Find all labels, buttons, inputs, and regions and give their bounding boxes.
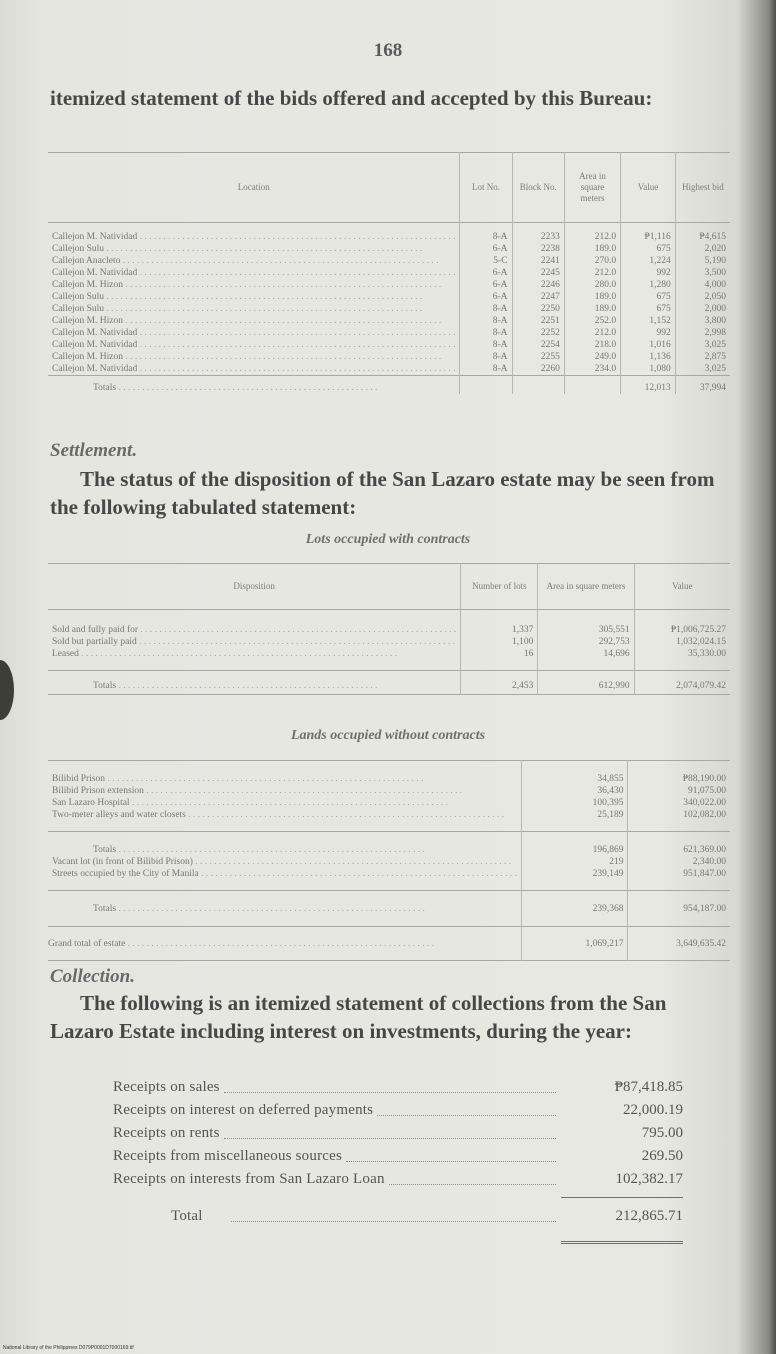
nc-value: 340,022.00 xyxy=(628,797,730,809)
bid-location: Callejon M. Hizon . . . . . . . . . . . . . . . . . . . . . . . . . . . . . . . . . . . . . . . . . . . . . . . . . . . . . . . . . . . . . . . . . . . xyxy=(52,352,442,362)
contract-area: 14,696 xyxy=(538,648,634,671)
bids-table-row xyxy=(48,339,730,351)
bids-totals-value: 12,013 xyxy=(621,376,676,395)
receipt-row xyxy=(113,1168,683,1191)
bid-highest: 3,025 xyxy=(675,363,730,376)
receipt-row xyxy=(113,1099,683,1122)
bid-location-label: Callejon Sulu xyxy=(52,292,104,302)
nc-table-row xyxy=(48,761,730,786)
bid-lot-no: 6-A xyxy=(460,243,512,255)
nc-label-label: Vacant lot (in front of Bilibid Prison) xyxy=(52,857,193,867)
grand-total-row: Grand total of estate . . . . . . . . . . . . . . . . . . . . . . . . . . . . . . . . . . . . . . . . . . . . . . . . . . . . . . . . . . . . . . . . . 1,069,217 3,649,635.42 xyxy=(48,927,730,961)
receipt-row xyxy=(113,1076,683,1099)
bid-area: 270.0 xyxy=(564,255,620,267)
bid-highest: 5,190 xyxy=(675,255,730,267)
bids-totals-row: Totals . . . . . . . . . . . . . . . . . . . . . . . . . . . . . . . . . . . . . . . . . . . . . . . . . . . . . . . 12,013 37,994 xyxy=(48,376,730,395)
bid-value: 675 xyxy=(621,303,676,315)
bid-lot-no: 8-A xyxy=(460,327,512,339)
receipt-leader xyxy=(346,1161,556,1162)
bid-location: Callejon M. Hizon . . . . . . . . . . . . . . . . . . . . . . . . . . . . . . . . . . . . . . . . . . . . . . . . . . . . . . . . . . . . . . . . . . . xyxy=(52,280,442,290)
receipt-value: 22,000.19 xyxy=(623,1102,683,1118)
bid-area: 212.0 xyxy=(564,223,620,244)
contract-disposition: Leased . . . . . . . . . . . . . . . . . . . . . . . . . . . . . . . . . . . . . . . . . . . . . . . . . . . . . . . . . . . . . . . . . . . xyxy=(52,649,398,659)
receipts-list xyxy=(113,1076,683,1191)
bids-table-row xyxy=(48,315,730,327)
settlement-paragraph xyxy=(50,465,730,521)
bid-location-label: Callejon M. Natividad xyxy=(52,340,138,350)
bid-value: 992 xyxy=(621,327,676,339)
total-double-rule xyxy=(561,1241,683,1244)
grand-total-area: 1,069,217 xyxy=(521,927,628,961)
bid-block-no: 2246 xyxy=(512,279,564,291)
nc-table-row xyxy=(48,785,730,797)
header-location: Location xyxy=(237,182,270,192)
bid-value: 1,136 xyxy=(621,351,676,363)
bid-lot-no: 8-A xyxy=(460,315,512,327)
bid-value: 675 xyxy=(621,291,676,303)
bids-table-row xyxy=(48,223,730,244)
nc-value: ₱88,190.00 xyxy=(628,761,730,786)
bid-location: Callejon M. Natividad . . . . . . . . . . . . . . . . . . . . . . . . . . . . . . . . . . . . . . . . . . . . . . . . . . . . . . . . . . . . . . . . . . . xyxy=(52,340,456,350)
bid-highest: ₱4,615 xyxy=(675,223,730,244)
nc-label-label: Two-meter alleys and water closets xyxy=(52,810,186,820)
bid-location: Callejon Anacleto . . . . . . . . . . . . . . . . . . . . . . . . . . . . . . . . . . . . . . . . . . . . . . . . . . . . . . . . . . . . . . . . . . . xyxy=(52,256,439,266)
bid-block-no: 2260 xyxy=(512,363,564,376)
bid-area: 212.0 xyxy=(564,327,620,339)
header-lot-no: Lot No. xyxy=(460,153,512,223)
header-highest-bid: Highest bid xyxy=(675,153,730,223)
nc-area: 239,149 xyxy=(521,868,628,891)
nc-value: 951,847.00 xyxy=(628,868,730,891)
contracts-table-row xyxy=(48,648,730,671)
bids-table-row xyxy=(48,363,730,376)
receipts-total-row xyxy=(113,1205,683,1228)
receipt-label: Receipts from miscellaneous sources xyxy=(113,1148,343,1164)
bid-lot-no: 6-A xyxy=(460,291,512,303)
contracts-table xyxy=(48,563,730,695)
bid-lot-no: 8-A xyxy=(460,223,512,244)
nc-label: Bilibid Prison . . . . . . . . . . . . . . . . . . . . . . . . . . . . . . . . . . . . . . . . . . . . . . . . . . . . . . . . . . . . . . . . . . . xyxy=(52,774,424,784)
bid-area: 189.0 xyxy=(564,303,620,315)
bid-location-label: Callejon M. Natividad xyxy=(52,268,138,278)
contract-value: ₱1,006,725.27 xyxy=(634,610,730,637)
contract-lots: 16 xyxy=(461,648,538,671)
bids-table-row xyxy=(48,291,730,303)
receipts-total xyxy=(113,1205,683,1228)
bid-highest: 2,050 xyxy=(675,291,730,303)
bid-location-label: Callejon Sulu xyxy=(52,304,104,314)
contracts-title: Lots occupied with contracts xyxy=(305,532,471,547)
header-value: Value xyxy=(621,153,676,223)
bid-lot-no: 8-A xyxy=(460,339,512,351)
bid-block-no: 2238 xyxy=(512,243,564,255)
bid-area: 234.0 xyxy=(564,363,620,376)
bid-location: Callejon M. Natividad . . . . . . . . . . . . . . . . . . . . . . . . . . . . . . . . . . . . . . . . . . . . . . . . . . . . . . . . . . . . . . . . . . . xyxy=(52,268,456,278)
bid-highest: 3,800 xyxy=(675,315,730,327)
bid-area: 252.0 xyxy=(564,315,620,327)
bids-totals-label: Totals xyxy=(93,383,117,393)
bid-block-no: 2252 xyxy=(512,327,564,339)
bid-location: Callejon Sulu . . . . . . . . . . . . . . . . . . . . . . . . . . . . . . . . . . . . . . . . . . . . . . . . . . . . . . . . . . . . . . . . . . . xyxy=(52,304,423,314)
bid-area: 280.0 xyxy=(564,279,620,291)
receipt-value: 269.50 xyxy=(641,1148,683,1164)
bids-table xyxy=(48,152,730,394)
nc-label-label: Bilibid Prison xyxy=(52,774,106,784)
receipt-label: Receipts on interests from San Lazaro Loan xyxy=(113,1171,385,1187)
header-number-of-lots: Number of lots xyxy=(461,564,538,610)
nc-area: 100,395 xyxy=(521,797,628,809)
nc-label: San Lazaro Hospital . . . . . . . . . . . . . . . . . . . . . . . . . . . . . . . . . . . . . . . . . . . . . . . . . . . . . . . . . . . . . . . . . . . xyxy=(52,798,448,808)
contract-lots: 1,100 xyxy=(461,636,538,648)
contracts-table-row xyxy=(48,610,730,637)
total-label: Total xyxy=(171,1208,203,1224)
contract-disposition: Sold but partially paid . . . . . . . . . . . . . . . . . . . . . . . . . . . . . . . . . . . . . . . . . . . . . . . . . . . . . . . . . . . . . . . . . . . xyxy=(52,637,455,647)
contract-lots: 1,337 xyxy=(461,610,538,637)
total-value: 212,865.71 xyxy=(615,1208,683,1224)
bid-block-no: 2251 xyxy=(512,315,564,327)
bid-lot-no: 6-A xyxy=(460,267,512,279)
bid-lot-no: 5-C xyxy=(460,255,512,267)
no-contracts-title: Lands occupied without contracts xyxy=(290,728,486,743)
bid-highest: 4,000 xyxy=(675,279,730,291)
contract-disposition-label: Leased xyxy=(52,649,79,659)
nc-label: Two-meter alleys and water closets . . . . . . . . . . . . . . . . . . . . . . . . . . . . . . . . . . . . . . . . . . . . . . . . . . . . . . . . . . . . . . . . . . . xyxy=(52,810,505,820)
bid-location: Callejon Sulu . . . . . . . . . . . . . . . . . . . . . . . . . . . . . . . . . . . . . . . . . . . . . . . . . . . . . . . . . . . . . . . . . . . xyxy=(52,244,423,254)
bid-location-label: Callejon Sulu xyxy=(52,244,104,254)
bids-totals-highest: 37,994 xyxy=(675,376,730,395)
nc-totals-row: Totals . . . . . . . . . . . . . . . . . . . . . . . . . . . . . . . . . . . . . . . . . . . . . . . . . . . . . . . . . . . . . . . . . 239,368 954,187.00 xyxy=(48,891,730,927)
receipt-leader xyxy=(224,1138,556,1139)
settlement-text: The status of the disposition of the San Lazaro estate may be seen from the following tabulated statement: xyxy=(50,467,715,519)
bid-block-no: 2233 xyxy=(512,223,564,244)
contract-value: 35,330.00 xyxy=(634,648,730,671)
contracts-totals-area: 612,990 xyxy=(538,671,634,695)
bid-value: 992 xyxy=(621,267,676,279)
contract-value: 1,032,024.15 xyxy=(634,636,730,648)
bid-lot-no: 6-A xyxy=(460,279,512,291)
receipt-row xyxy=(113,1145,683,1168)
page-number: 168 xyxy=(373,40,403,61)
receipt-value: ₱87,418.85 xyxy=(614,1079,683,1095)
nc-subtotal-area: 196,869 xyxy=(521,832,628,857)
nc-table-row xyxy=(48,868,730,891)
bid-location-label: Callejon M. Natividad xyxy=(52,328,138,338)
bid-location: Callejon M. Natividad . . . . . . . . . . . . . . . . . . . . . . . . . . . . . . . . . . . . . . . . . . . . . . . . . . . . . . . . . . . . . . . . . . . xyxy=(52,232,456,242)
nc-value: 102,082.00 xyxy=(628,809,730,832)
nc-subtotal-row: Totals . . . . . . . . . . . . . . . . . . . . . . . . . . . . . . . . . . . . . . . . . . . . . . . . . . . . . . . . . . . . . . . . . 196,869 621,369.00 xyxy=(48,832,730,857)
bid-area: 189.0 xyxy=(564,243,620,255)
bid-block-no: 2245 xyxy=(512,267,564,279)
settlement-heading: Settlement. xyxy=(50,440,138,461)
collection-paragraph xyxy=(50,989,730,1045)
bid-highest: 3,500 xyxy=(675,267,730,279)
contracts-totals-row: Totals . . . . . . . . . . . . . . . . . . . . . . . . . . . . . . . . . . . . . . . . . . . . . . . . . . . . . . . 2,453 612,990 2,074,079.42 xyxy=(48,671,730,695)
bid-block-no: 2241 xyxy=(512,255,564,267)
grand-total-label: Grand total of estate xyxy=(48,938,126,949)
nc-area: 219 xyxy=(521,856,628,868)
nc-subtotal-label: Totals xyxy=(93,845,117,855)
contract-area: 305,551 xyxy=(538,610,634,637)
bid-location: Callejon M. Natividad . . . . . . . . . . . . . . . . . . . . . . . . . . . . . . . . . . . . . . . . . . . . . . . . . . . . . . . . . . . . . . . . . . . xyxy=(52,328,456,338)
receipt-leader xyxy=(377,1115,556,1116)
bid-block-no: 2247 xyxy=(512,291,564,303)
receipt-value: 102,382.17 xyxy=(615,1171,683,1187)
grand-total-value: 3,649,635.42 xyxy=(628,927,730,961)
bid-area: 212.0 xyxy=(564,267,620,279)
nc-area: 34,855 xyxy=(521,761,628,786)
bids-table-row xyxy=(48,243,730,255)
contract-disposition: Sold and fully paid for . . . . . . . . . . . . . . . . . . . . . . . . . . . . . . . . . . . . . . . . . . . . . . . . . . . . . . . . . . . . . . . . . . . xyxy=(52,625,457,635)
bid-area: 249.0 xyxy=(564,351,620,363)
bid-area: 189.0 xyxy=(564,291,620,303)
bid-lot-no: 8-A xyxy=(460,363,512,376)
receipt-row xyxy=(113,1122,683,1145)
bid-block-no: 2255 xyxy=(512,351,564,363)
bid-highest: 3,025 xyxy=(675,339,730,351)
nc-subtotal-value: 621,369.00 xyxy=(628,832,730,857)
receipt-leader xyxy=(389,1184,556,1185)
contract-disposition-label: Sold but partially paid xyxy=(52,637,137,647)
bid-location-label: Callejon Anacleto xyxy=(52,256,121,266)
bid-value: 675 xyxy=(621,243,676,255)
nc-value: 91,075.00 xyxy=(628,785,730,797)
bid-location-label: Callejon M. Natividad xyxy=(52,232,138,242)
bid-value: ₱1,116 xyxy=(621,223,676,244)
bid-highest: 2,875 xyxy=(675,351,730,363)
bid-lot-no: 8-A xyxy=(460,351,512,363)
contracts-totals-lots: 2,453 xyxy=(461,671,538,695)
binding-shadow xyxy=(0,660,14,720)
bids-table-row xyxy=(48,303,730,315)
bid-highest: 2,020 xyxy=(675,243,730,255)
total-leader xyxy=(231,1221,556,1222)
bid-location-label: Callejon M. Natividad xyxy=(52,364,138,374)
intro-paragraph: itemized statement of the bids offered and accepted by this Bureau: xyxy=(50,86,653,110)
receipt-label: Receipts on sales xyxy=(113,1079,220,1095)
nc-table-row xyxy=(48,809,730,832)
contract-disposition-label: Sold and fully paid for xyxy=(52,625,139,635)
total-rule xyxy=(561,1197,683,1198)
contract-area: 292,753 xyxy=(538,636,634,648)
bid-value: 1,280 xyxy=(621,279,676,291)
nc-label-label: San Lazaro Hospital xyxy=(52,798,130,808)
bid-location-label: Callejon M. Hizon xyxy=(52,352,123,362)
bids-table-row xyxy=(48,279,730,291)
receipt-label: Receipts on interest on deferred payments xyxy=(113,1102,374,1118)
bids-table-row xyxy=(48,351,730,363)
scan-footer: National Library of the Philippines D079P0001D7000169.tif xyxy=(3,1345,134,1351)
bid-value: 1,016 xyxy=(621,339,676,351)
bid-location: Callejon M. Hizon . . . . . . . . . . . . . . . . . . . . . . . . . . . . . . . . . . . . . . . . . . . . . . . . . . . . . . . . . . . . . . . . . . . xyxy=(52,316,442,326)
nc-value: 2,340.00 xyxy=(628,856,730,868)
bid-location-label: Callejon M. Hizon xyxy=(52,316,123,326)
bid-block-no: 2254 xyxy=(512,339,564,351)
bid-value: 1,080 xyxy=(621,363,676,376)
bid-location-label: Callejon M. Hizon xyxy=(52,280,123,290)
bids-table-row xyxy=(48,255,730,267)
bid-area: 218.0 xyxy=(564,339,620,351)
nc-label: Bilibid Prison extension . . . . . . . . . . . . . . . . . . . . . . . . . . . . . . . . . . . . . . . . . . . . . . . . . . . . . . . . . . . . . . . . . . . xyxy=(52,786,463,796)
nc-totals-value: 954,187.00 xyxy=(628,891,730,927)
nc-label-label: Bilibid Prison extension xyxy=(52,786,144,796)
bids-table-row xyxy=(48,327,730,339)
nc-area: 25,189 xyxy=(521,809,628,832)
no-contracts-table xyxy=(48,760,730,961)
nc-area: 36,430 xyxy=(521,785,628,797)
bid-lot-no: 8-A xyxy=(460,303,512,315)
nc-label: Vacant lot (in front of Bilibid Prison) . . . . . . . . . . . . . . . . . . . . . . . . . . . . . . . . . . . . . . . . . . . . . . . . . . . . . . . . . . . . . . . . . . . xyxy=(52,857,512,867)
bid-location: Callejon Sulu . . . . . . . . . . . . . . . . . . . . . . . . . . . . . . . . . . . . . . . . . . . . . . . . . . . . . . . . . . . . . . . . . . . xyxy=(52,292,423,302)
contracts-totals-value: 2,074,079.42 xyxy=(634,671,730,695)
header-contract-value: Value xyxy=(634,564,730,610)
receipt-leader xyxy=(224,1092,556,1093)
nc-table-row xyxy=(48,856,730,868)
contracts-totals-label: Totals xyxy=(93,680,117,691)
bid-location: Callejon M. Natividad . . . . . . . . . . . . . . . . . . . . . . . . . . . . . . . . . . . . . . . . . . . . . . . . . . . . . . . . . . . . . . . . . . . xyxy=(52,364,456,374)
receipt-value: 795.00 xyxy=(641,1125,683,1141)
nc-label: Streets occupied by the City of Manila . . . . . . . . . . . . . . . . . . . . . . . . . . . . . . . . . . . . . . . . . . . . . . . . . . . . . . . . . . . . . . . . . . . xyxy=(52,869,517,879)
nc-table-row xyxy=(48,797,730,809)
header-disposition: Disposition xyxy=(233,581,275,591)
header-block-no: Block No. xyxy=(512,153,564,223)
bid-highest: 2,000 xyxy=(675,303,730,315)
bid-highest: 2,998 xyxy=(675,327,730,339)
receipt-label: Receipts on rents xyxy=(113,1125,220,1141)
nc-totals-area: 239,368 xyxy=(521,891,628,927)
header-area: Area in square meters xyxy=(564,153,620,223)
bid-value: 1,152 xyxy=(621,315,676,327)
nc-label-label: Streets occupied by the City of Manila xyxy=(52,869,199,879)
contracts-table-row xyxy=(48,636,730,648)
bids-table-row xyxy=(48,267,730,279)
header-contract-area: Area in square meters xyxy=(538,564,634,610)
nc-totals-label: Totals xyxy=(93,903,117,914)
collection-heading: Collection. xyxy=(50,966,135,987)
bid-value: 1,224 xyxy=(621,255,676,267)
collection-text: The following is an itemized statement of collections from the San Lazaro Estate including interest on investments, during the year: xyxy=(50,991,667,1043)
bid-block-no: 2250 xyxy=(512,303,564,315)
